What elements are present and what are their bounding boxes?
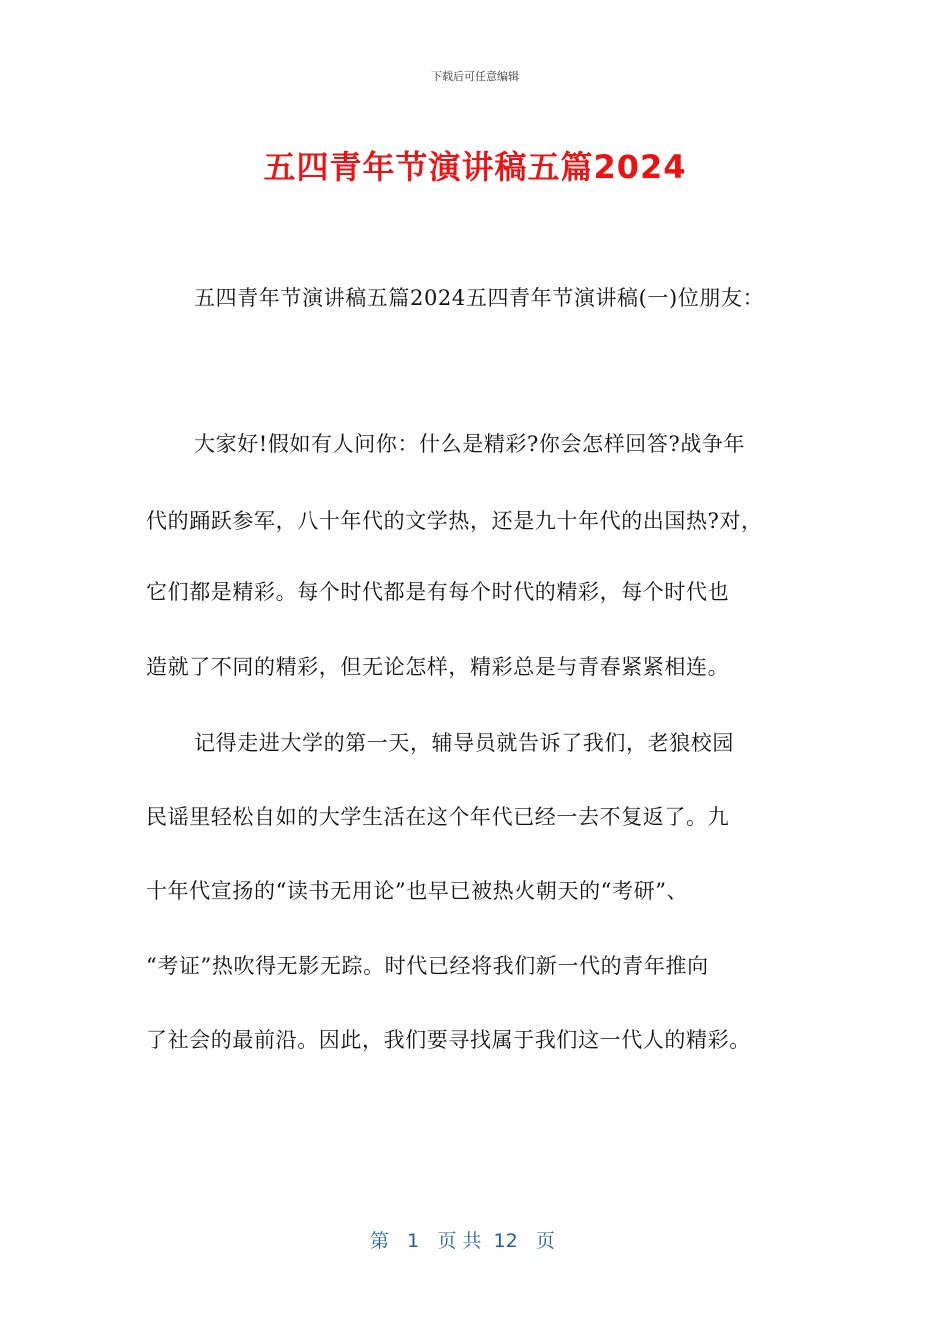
- total-suffix: 页: [535, 1230, 555, 1252]
- intro-line: 五四青年节演讲稿五篇2024五四青年节演讲稿(一)位朋友：: [194, 286, 765, 310]
- total-label: 共: [462, 1230, 482, 1252]
- header-note: 下载后可任意编辑: [431, 70, 519, 83]
- total-pages: 12: [493, 1230, 518, 1252]
- paragraph1-line: 造就了不同的精彩，但无论怎样，精彩总是与青春紧紧相连。: [146, 655, 730, 679]
- page-label: 第: [370, 1230, 390, 1252]
- paragraph2-line: “考证”热吹得无影无踪。时代已经将我们新一代的青年推向: [146, 954, 709, 978]
- page-footer: [370, 1226, 555, 1253]
- paragraph1-line: 它们都是精彩。每个时代都是有每个时代的精彩，每个时代也: [146, 580, 730, 604]
- paragraph1-line: 代的踊跃参军，八十年代的文学热，还是九十年代的出国热?对，: [146, 509, 763, 533]
- paragraph2-line: 记得走进大学的第一天，辅导员就告诉了我们，老狼校园: [194, 731, 734, 755]
- page-suffix: 页: [437, 1230, 457, 1252]
- document-title: 五四青年节演讲稿五篇2024: [263, 148, 687, 186]
- paragraph2-line: 了社会的最前沿。因此，我们要寻找属于我们这一代人的精彩。: [146, 1028, 751, 1052]
- paragraph1-line: 大家好!假如有人问你：什么是精彩?你会怎样回答?战争年: [194, 432, 746, 456]
- paragraph2-line: 十年代宣扬的“读书无用论”也早已被热火朝天的“考研”、: [146, 879, 689, 903]
- paragraph2-line: 民谣里轻松自如的大学生活在这个年代已经一去不复返了。九: [146, 805, 730, 829]
- page-number: 1: [407, 1230, 420, 1252]
